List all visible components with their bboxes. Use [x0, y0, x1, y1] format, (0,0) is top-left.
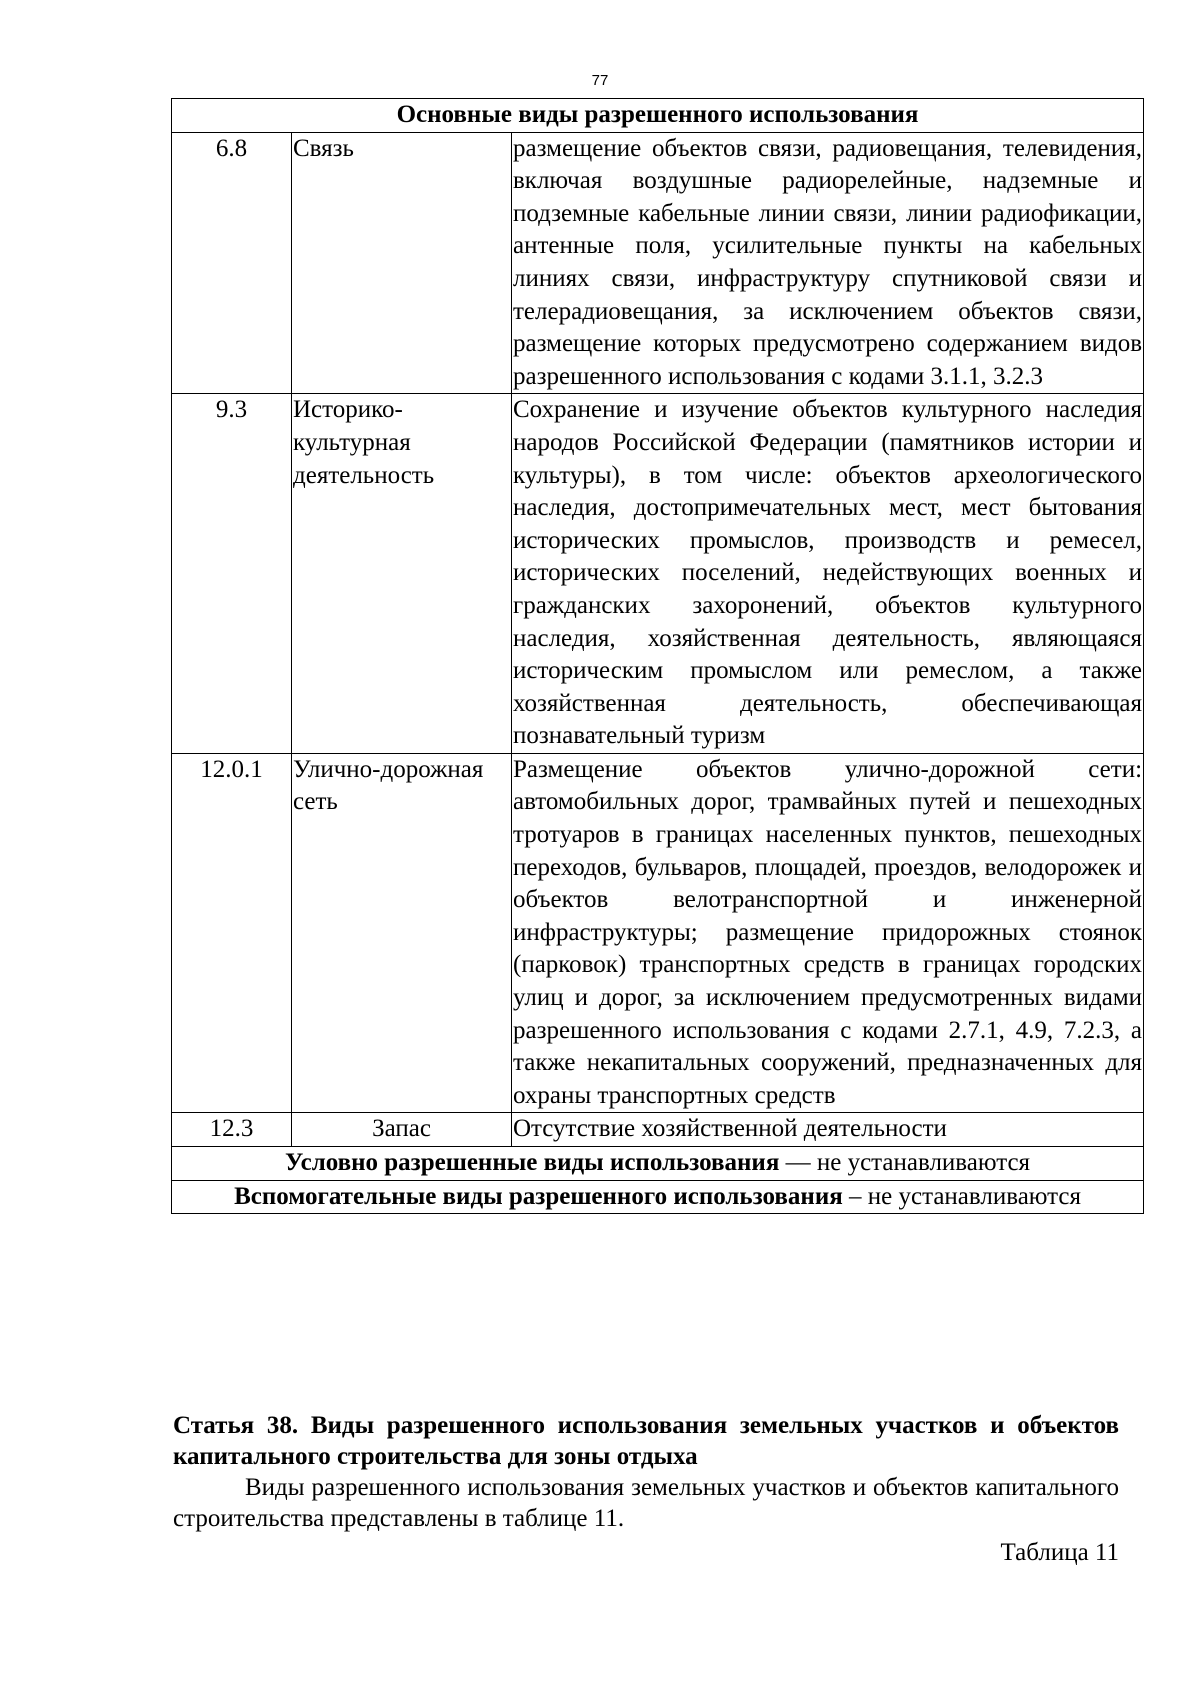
article-body: Виды разрешенного использования земельных участков и объектов капитального строительства представлены в таблице 11.	[173, 1474, 1119, 1532]
conditional-uses-value: — не устанавливаются	[779, 1149, 1031, 1176]
auxiliary-uses-value: – не устанавливаются	[842, 1182, 1081, 1210]
row-code: 12.0.1	[172, 753, 292, 1113]
table-header: Основные виды разрешенного использования	[172, 99, 1144, 133]
page-number: 77	[591, 72, 609, 89]
table-header-row	[172, 99, 1144, 133]
auxiliary-uses-label: Вспомогательные виды разрешенного использования	[234, 1182, 843, 1210]
land-use-table	[171, 98, 1144, 1214]
table-row	[172, 132, 1144, 394]
row-description: размещение объектов связи, радиовещания, телевидения, включая воздушные радиорелейные, надземные и подземные кабельные линии связи, линии радиофикации, антенные поля, усилительные пункты на кабельных линиях связи, инфраструктуру спутниковой связи и телерадиовещания, за исключением объектов связи, размещение которых предусмотрено содержанием видов разрешенного использования с кодами 3.1.1, 3.2.3	[512, 132, 1144, 394]
article-section	[173, 1410, 1119, 1568]
row-code: 9.3	[172, 394, 292, 754]
row-description: Отсутствие хозяйственной деятельности	[512, 1113, 1144, 1147]
row-code: 12.3	[172, 1113, 292, 1147]
table-caption: Таблица 11	[1000, 1539, 1119, 1566]
table-row	[172, 394, 1144, 754]
row-code: 6.8	[172, 132, 292, 394]
auxiliary-uses-row	[172, 1180, 1144, 1214]
row-name: Улично-дорожная сеть	[292, 753, 512, 1113]
article-title: Статья 38. Виды разрешенного использования земельных участков и объектов капитального строительства для зоны отдыха	[173, 1412, 1119, 1470]
row-name: Историко-культурная деятельность	[292, 394, 512, 754]
conditional-uses-label: Условно разрешенные виды использования	[284, 1149, 780, 1176]
row-description: Размещение объектов улично-дорожной сети: автомобильных дорог, трамвайных путей и пешеходных тротуаров в границах населенных пунктов, пешеходных переходов, бульваров, площадей, проездов, велодорожек и объектов велотранспортной и инженерной инфраструктуры; размещение придорожных стоянок (парковок) транспортных средств в границах городских улиц и дорог, за исключением предусмотренных видами разрешенного использования с кодами 2.7.1, 4.9, 7.2.3, а также некапитальных сооружений, предназначенных для охраны транспортных средств	[512, 753, 1144, 1113]
table-row	[172, 753, 1144, 1113]
conditional-uses-row	[172, 1147, 1144, 1181]
conditional-uses	[172, 1147, 1144, 1181]
table-row	[172, 1113, 1144, 1147]
row-name: Связь	[292, 132, 512, 394]
row-description: Сохранение и изучение объектов культурного наследия народов Российской Федерации (памятников истории и культуры), в том числе: объектов археологического наследия, достопримечательных мест, мест бытования исторических промыслов, производств и ремесел, исторических поселений, недействующих военных и гражданских захоронений, объектов культурного наследия, хозяйственная деятельность, являющаяся историческим промыслом или ремеслом, а также хозяйственная деятельность, обеспечивающая познавательный туризм	[512, 394, 1144, 754]
auxiliary-uses	[172, 1180, 1144, 1214]
row-name: Запас	[292, 1113, 512, 1147]
